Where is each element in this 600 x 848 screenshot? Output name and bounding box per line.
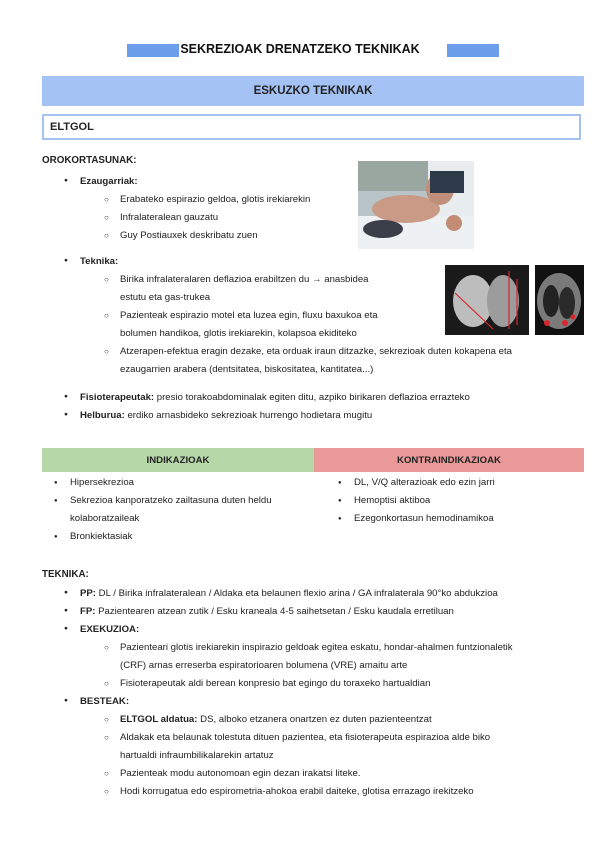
- characteristic-item: ○ Infralateralean gauzatu: [60, 209, 350, 227]
- contraindications-header: KONTRAINDIKAZIOAK: [314, 448, 584, 472]
- modified-label: ELTGOL aldatua:: [120, 714, 198, 725]
- physio-item: [60, 389, 590, 407]
- technique-item-line: bolumen handikoa, glotis irekiarekin, kolapsoa ekiditeko: [120, 328, 357, 339]
- xray-image: [445, 265, 529, 335]
- technique-item-line: estutu eta gas-trukea: [120, 292, 211, 303]
- goal-label: Helburua:: [80, 410, 125, 421]
- technique-item: [60, 343, 580, 379]
- contraindication-item: ● Ezegonkortasun hemodinamikoa: [336, 510, 576, 528]
- others-item-line: ○ Hodi korrugatua edo espirometria-ahokoa erabil daiteke, glotisa errazago irekitzeko: [120, 786, 474, 797]
- pp-text: DL / Birika infralateralean / Aldaka eta belaunen flexio arina / GA infralaterala 90°ko abdukzioa: [96, 588, 498, 599]
- others-item-line: ○ Pazienteak modu autonomoan egin dezan irakatsi liteke.: [120, 768, 361, 779]
- indication-item: ● Hipersekrezioa: [52, 474, 302, 492]
- section-title: ESKUZKO TEKNIKAK: [42, 76, 584, 106]
- contraindication-item: ● Hemoptisi aktiboa: [336, 492, 576, 510]
- technique-name: ELTGOL: [42, 114, 581, 140]
- goal-item: [60, 407, 590, 425]
- goal-text: erdiko arnasbideko sekrezioak hurrengo hodietara mugitu: [124, 410, 373, 421]
- patient-photo: [358, 161, 474, 249]
- physio-goal-block: [60, 389, 590, 425]
- technique-item-line: ○ Pazienteak espirazio motel eta luzea egin, fluxu baxukoa eta: [120, 310, 378, 321]
- xray-icon: [445, 265, 529, 335]
- execution-item: [60, 639, 590, 675]
- technique-label: ● Teknika:: [60, 253, 580, 271]
- indication-item: ● Bronkiektasiak: [52, 528, 302, 546]
- tecnica-heading: TEKNIKA:: [42, 569, 89, 580]
- contraindications-list: [336, 474, 576, 528]
- tecnica-block: [60, 585, 590, 801]
- others-label: ● BESTEAK:: [60, 693, 590, 711]
- patient-photo-icon: [358, 161, 474, 249]
- ct-image: [535, 265, 584, 335]
- title-text: SEKREZIOAK DRENATZEKO TEKNIKAK: [180, 42, 420, 56]
- ct-scan-icon: [535, 265, 584, 335]
- others-item: [60, 783, 590, 801]
- physio-text: presio torakoabdominalak egiten ditu, azpiko birikaren deflazioa errazteko: [154, 392, 470, 403]
- execution-item-line: ○ Pazienteari glotis irekiarekin inspirazio geldoak egitea eskatu, hondar-ahalmen funtzionaletik: [120, 642, 513, 653]
- others-item-line: ○ Aldakak eta belaunak tolestuta dituen pazientea, eta fisioterapeuta espirazioa alde biko: [120, 732, 491, 743]
- others-item: [60, 711, 590, 729]
- technique-item-line: ○ Atzerapen-efektua eragin dezake, eta orduak iraun ditzazke, sekrezioak duten kokapena eta: [120, 346, 512, 357]
- modified-text: DS, alboko etzanera onartzen ez duten pazienteentzat: [197, 714, 432, 725]
- overview-heading: OROKORTASUNAK:: [42, 155, 137, 166]
- fp-label: FP:: [80, 606, 96, 617]
- indication-item: ● Sekrezioa kanporatzeko zailtasuna duten heldu kolaboratzaileak: [52, 492, 302, 528]
- indications-list: [52, 474, 302, 546]
- others-item-line: hartualdi infraumbilikalarekin artatuz: [120, 750, 274, 761]
- technique-item-line: ○ Birika infralateralaren deflazioa erabiltzen du → anasbidea: [120, 274, 369, 285]
- physio-label: Fisioterapeutak:: [80, 392, 155, 403]
- others-item: [60, 729, 590, 765]
- execution-label: ● EXEKUZIOA:: [60, 621, 590, 639]
- contraindication-item: ● DL, V/Q alterazioak edo ezin jarri: [336, 474, 576, 492]
- pp-item: [60, 585, 590, 603]
- indications-header: INDIKAZIOAK: [42, 448, 314, 472]
- technique-item-line: ezaugarrien arabera (dentsitatea, biskositatea, kantitatea...): [120, 364, 374, 375]
- fp-item: [60, 603, 590, 621]
- characteristic-item: ○ Erabateko espirazio geldoa, glotis irekiarekin: [60, 191, 350, 209]
- characteristics-block: [60, 173, 350, 245]
- pp-label: PP:: [80, 588, 96, 599]
- others-item: [60, 765, 590, 783]
- execution-item-line: ○ Fisioterapeutak aldi berean konpresio bat egingo du toraxeko hartualdian: [120, 678, 431, 689]
- fp-text: Pazientearen atzean zutik / Esku kraneala 4-5 saihetsetan / Esku kaudala erretiluan: [95, 606, 454, 617]
- characteristic-item: ○ Guy Postiauxek deskribatu zuen: [60, 227, 350, 245]
- characteristics-label: ● Ezaugarriak:: [60, 173, 350, 191]
- document-title: [0, 40, 600, 60]
- execution-item-line: (CRF) arnas erreserba espiratorioaren bolumena (VRE) amaitu arte: [120, 660, 408, 671]
- execution-item: [60, 675, 590, 693]
